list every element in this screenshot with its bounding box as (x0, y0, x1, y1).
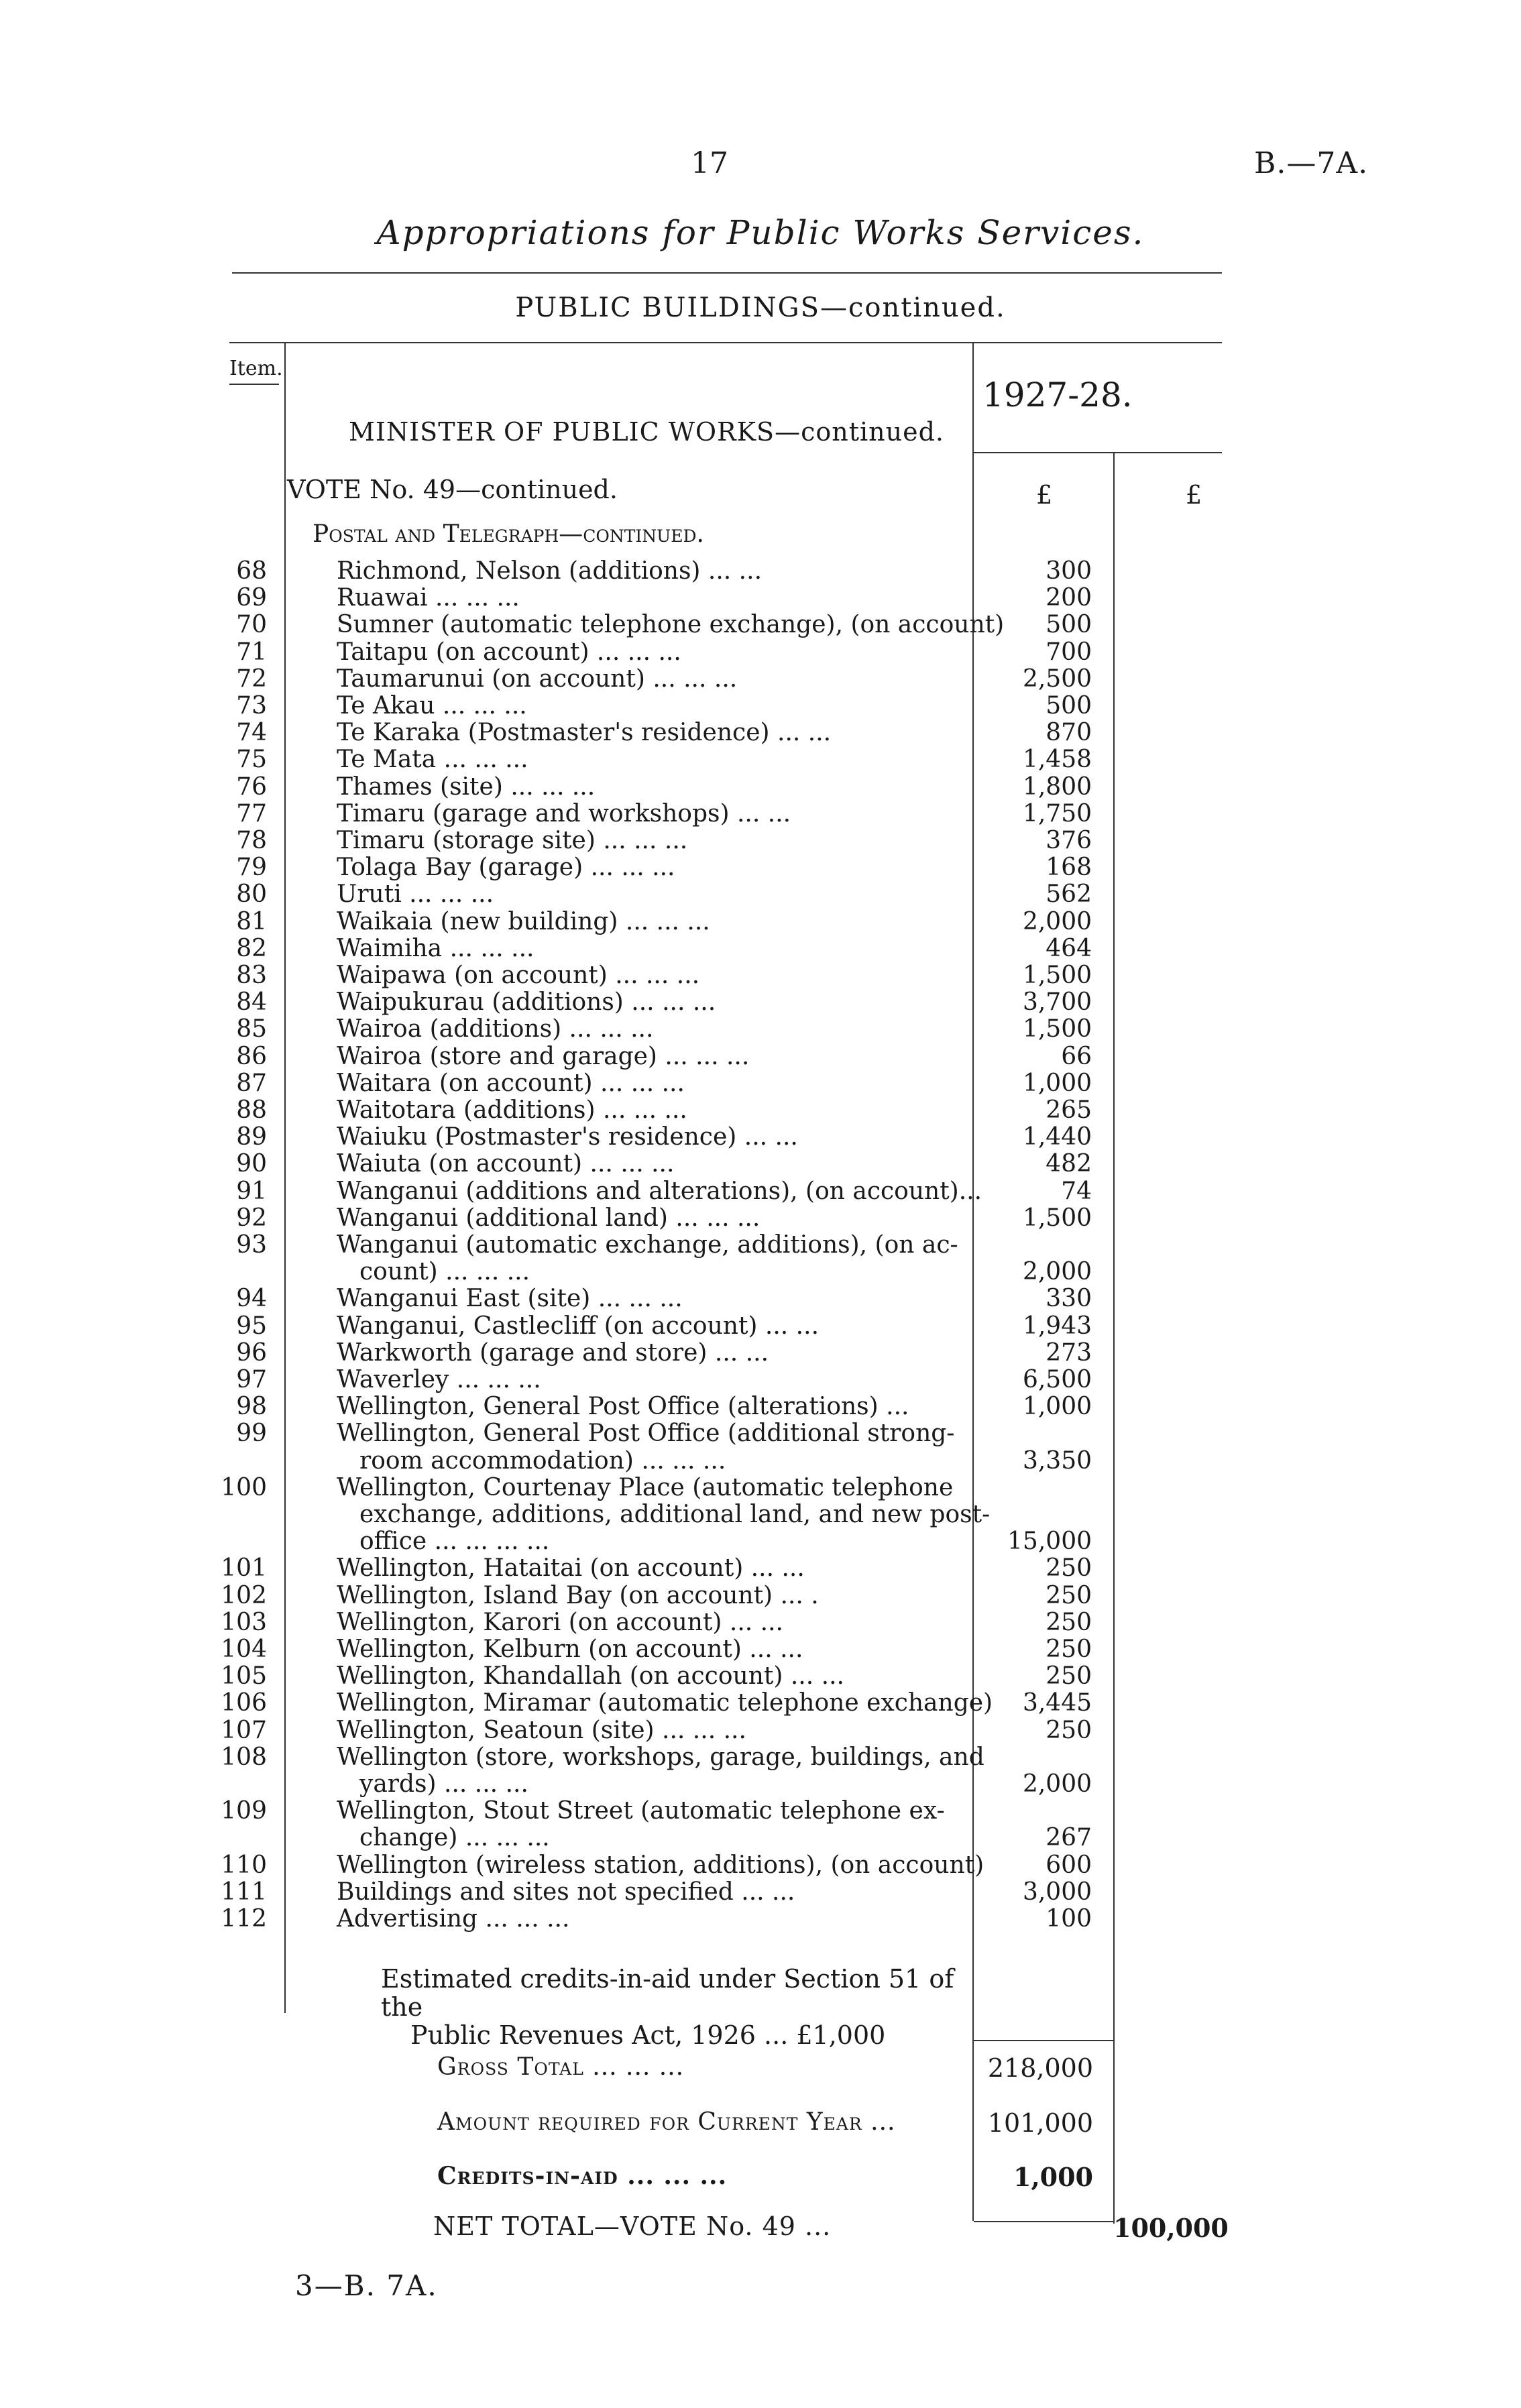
item-amount: 700 (1046, 638, 1092, 666)
item-number: 89 (236, 1123, 267, 1151)
item-number: 90 (236, 1150, 267, 1178)
table-row (0, 746, 1521, 773)
gross-total-value: 218,000 (987, 2053, 1093, 2083)
item-amount: 2,000 (1022, 1258, 1092, 1286)
gross-total-label: Gross Total ... ... ... (437, 2053, 685, 2081)
item-description: Taumarunui (on account) ... ... ... (337, 665, 738, 693)
table-row (0, 666, 1521, 693)
item-description: Waimiha ... ... ... (337, 934, 534, 962)
table-row (0, 881, 1521, 908)
item-number: 108 (221, 1743, 267, 1771)
currency-symbol-col2: £ (1186, 480, 1202, 510)
year-column-header: 1927-28. (982, 376, 1133, 414)
table-row (0, 585, 1521, 612)
item-number: 96 (236, 1338, 267, 1367)
item-description: Waikaia (new building) ... ... ... (337, 907, 710, 935)
item-number: 101 (221, 1554, 267, 1583)
table-row (0, 639, 1521, 666)
item-description: Waiuku (Postmaster's residence) ... ... (337, 1123, 798, 1151)
item-description: Wellington, Hataitai (on account) ... ... (337, 1554, 805, 1583)
item-amount: 273 (1046, 1338, 1092, 1367)
item-description: Te Karaka (Postmaster's residence) ... ... (337, 719, 832, 747)
item-number: 70 (236, 611, 267, 639)
item-amount: 250 (1046, 1636, 1092, 1663)
item-description: Uruti ... ... ... (337, 880, 494, 909)
item-amount: 1,440 (1022, 1123, 1092, 1151)
table-row (0, 1124, 1521, 1151)
item-amount: 267 (1046, 1824, 1092, 1852)
table-row (0, 1690, 1521, 1717)
table-row (0, 1879, 1521, 1906)
table-row (0, 1151, 1521, 1178)
document-reference: B.—7A. (1254, 146, 1369, 180)
item-description: Wanganui East (site) ... ... ... (337, 1285, 683, 1313)
item-number: 110 (221, 1851, 267, 1879)
vote-heading: VOTE No. 49—continued. (287, 475, 618, 504)
item-description: Ruawai ... ... ... (337, 584, 520, 612)
item-number: 99 (236, 1420, 267, 1448)
credits-note-line: Estimated credits-in-aid under Section 51 of the (381, 1964, 954, 2022)
item-description: Wellington, Miramar (automatic telephone exchange) (337, 1689, 993, 1717)
net-total-value: 100,000 (1113, 2213, 1229, 2243)
item-description: Sumner (automatic telephone exchange), (on account) (337, 611, 1005, 639)
item-amount: 250 (1046, 1581, 1092, 1609)
item-description: Warkworth (garage and store) ... ... (337, 1338, 769, 1367)
item-description: Wellington (wireless station, additions), (on account) (337, 1851, 984, 1879)
item-number: 105 (221, 1662, 267, 1690)
table-row (0, 962, 1521, 989)
table-row (0, 1906, 1521, 1933)
item-amount: 3,350 (1022, 1446, 1092, 1475)
item-number: 81 (236, 907, 267, 935)
item-number: 84 (236, 988, 267, 1017)
item-number: 93 (236, 1231, 267, 1259)
item-number: 102 (221, 1581, 267, 1609)
item-description: Waitotara (additions) ... ... ... (337, 1096, 687, 1124)
minister-heading: MINISTER OF PUBLIC WORKS—continued. (349, 417, 944, 447)
table-row (0, 1393, 1521, 1420)
item-amount: 870 (1046, 719, 1092, 747)
item-number: 76 (236, 772, 267, 801)
subhead-postal-telegraph: Postal and Telegraph—continued. (313, 520, 704, 548)
credits-note (381, 1965, 958, 2049)
item-amount: 15,000 (1007, 1528, 1092, 1556)
item-amount: 1,000 (1022, 1069, 1092, 1097)
item-amount: 2,500 (1022, 665, 1092, 693)
item-amount: 74 (1061, 1177, 1092, 1205)
item-description: Timaru (garage and workshops) ... ... (337, 799, 791, 827)
item-description-continuation: office ... ... ... ... (359, 1528, 550, 1556)
item-amount: 66 (1061, 1042, 1092, 1070)
item-description: Waipukurau (additions) ... ... ... (337, 988, 716, 1017)
table-row (0, 1043, 1521, 1070)
item-description: Te Akau ... ... ... (337, 692, 527, 720)
item-amount: 562 (1046, 880, 1092, 909)
item-amount: 464 (1046, 934, 1092, 962)
item-number: 104 (221, 1636, 267, 1663)
net-total-label: NET TOTAL—VOTE No. 49 ... (433, 2212, 832, 2241)
item-number: 80 (236, 880, 267, 909)
table-row (0, 1070, 1521, 1097)
item-number: 79 (236, 854, 267, 882)
item-number: 77 (236, 799, 267, 827)
item-description: Wanganui, Castlecliff (on account) ... ... (337, 1312, 820, 1340)
item-amount: 250 (1046, 1554, 1092, 1583)
table-row (0, 1744, 1521, 1798)
table-row (0, 1205, 1521, 1232)
item-description: Wellington, Karori (on account) ... ... (337, 1608, 783, 1636)
item-description: Wellington, Seatoun (site) ... ... ... (337, 1716, 746, 1744)
item-description: Wellington (store, workshops, garage, buildings, and (337, 1743, 984, 1771)
table-row (0, 854, 1521, 881)
section-title: PUBLIC BUILDINGS—continued. (515, 292, 1006, 323)
table-row (0, 1609, 1521, 1636)
item-column-header: Item. (229, 357, 283, 380)
item-amount: 300 (1046, 557, 1092, 585)
item-amount: 376 (1046, 827, 1092, 854)
table-row (0, 909, 1521, 935)
item-amount: 1,943 (1022, 1312, 1092, 1340)
item-amount: 200 (1046, 584, 1092, 612)
item-amount: 250 (1046, 1716, 1092, 1744)
item-description-continuation: count) ... ... ... (359, 1258, 530, 1286)
item-number: 111 (221, 1878, 267, 1906)
item-number: 98 (236, 1393, 267, 1421)
current-year-value: 101,000 (987, 2108, 1093, 2138)
item-amount: 500 (1046, 611, 1092, 639)
year-header-underline (974, 452, 1222, 453)
table-row (0, 1313, 1521, 1340)
table-row (0, 1178, 1521, 1205)
item-description: Wellington, Island Bay (on account) ... . (337, 1581, 819, 1609)
item-description: Waipawa (on account) ... ... ... (337, 962, 700, 989)
item-amount: 1,500 (1022, 1015, 1092, 1043)
item-number: 78 (236, 827, 267, 854)
item-amount: 265 (1046, 1096, 1092, 1124)
footer-code: 3—B. 7A. (295, 2269, 438, 2302)
table-row (0, 1367, 1521, 1393)
item-description: Wellington, General Post Office (alterations) ... (337, 1393, 909, 1421)
table-row (0, 1097, 1521, 1124)
item-number: 91 (236, 1177, 267, 1205)
page-number: 17 (691, 146, 728, 180)
current-year-label: Amount required for Current Year ... (437, 2108, 896, 2136)
item-description: Wellington, Khandallah (on account) ... ... (337, 1662, 844, 1690)
item-number: 97 (236, 1366, 267, 1393)
table-top-rule (229, 342, 1222, 343)
item-amount: 482 (1046, 1150, 1092, 1178)
credits-in-aid-label: Credits-in-aid ... ... ... (437, 2162, 728, 2190)
item-number: 109 (221, 1797, 267, 1825)
item-number: 86 (236, 1042, 267, 1070)
item-description: Buildings and sites not specified ... ... (337, 1878, 795, 1906)
table-row (0, 612, 1521, 638)
item-number: 88 (236, 1096, 267, 1124)
item-number: 112 (221, 1905, 267, 1933)
item-number: 69 (236, 584, 267, 612)
item-description-continuation: room accommodation) ... ... ... (359, 1446, 726, 1475)
item-description: Wellington, Kelburn (on account) ... ... (337, 1636, 803, 1663)
table-row (0, 827, 1521, 854)
item-description: Taitapu (on account) ... ... ... (337, 638, 681, 666)
top-rule (232, 272, 1222, 274)
item-amount: 100 (1046, 1905, 1092, 1933)
net-total-rule (974, 2221, 1113, 2222)
item-amount: 2,000 (1022, 907, 1092, 935)
currency-symbol-col1: £ (1036, 480, 1053, 510)
item-description: Wairoa (additions) ... ... ... (337, 1015, 654, 1043)
table-row (0, 1475, 1521, 1556)
item-description: Waiuta (on account) ... ... ... (337, 1150, 675, 1178)
item-amount: 1,000 (1022, 1393, 1092, 1421)
item-description: Wellington, Courtenay Place (automatic telephone (337, 1473, 954, 1501)
item-amount: 500 (1046, 692, 1092, 720)
table-row (0, 1016, 1521, 1043)
item-number: 94 (236, 1285, 267, 1313)
item-number: 75 (236, 746, 267, 774)
item-description: Wanganui (automatic exchange, additions), (on ac- (337, 1231, 958, 1259)
item-number: 82 (236, 934, 267, 962)
item-amount: 1,500 (1022, 1204, 1092, 1232)
gross-total-top-rule (974, 2040, 1113, 2041)
item-amount: 2,000 (1022, 1770, 1092, 1798)
item-number: 100 (221, 1473, 267, 1501)
table-row (0, 1852, 1521, 1879)
item-description-continuation: change) ... ... ... (359, 1824, 550, 1852)
item-description: Thames (site) ... ... ... (337, 772, 596, 801)
item-number: 85 (236, 1015, 267, 1043)
item-amount: 1,500 (1022, 962, 1092, 989)
item-amount: 1,458 (1022, 746, 1092, 774)
table-row (0, 1340, 1521, 1367)
table-row (0, 1663, 1521, 1690)
table-row (0, 1583, 1521, 1609)
table-row (0, 1636, 1521, 1663)
item-number: 95 (236, 1312, 267, 1340)
table-row (0, 1420, 1521, 1474)
table-row (0, 558, 1521, 585)
credits-note-line: Public Revenues Act, 1926 ... £1,000 (410, 2020, 886, 2050)
item-amount: 168 (1046, 854, 1092, 882)
item-description-continuation: yards) ... ... ... (359, 1770, 528, 1798)
item-amount: 1,800 (1022, 772, 1092, 801)
item-description: Waverley ... ... ... (337, 1366, 541, 1393)
item-description: Richmond, Nelson (additions) ... ... (337, 557, 763, 585)
item-description: Timaru (storage site) ... ... ... (337, 827, 688, 854)
item-description: Te Mata ... ... ... (337, 746, 528, 774)
item-description: Advertising ... ... ... (337, 1905, 570, 1933)
item-number: 72 (236, 665, 267, 693)
item-description: Wellington, General Post Office (additional strong- (337, 1420, 955, 1448)
item-amount: 250 (1046, 1662, 1092, 1690)
item-number: 107 (221, 1716, 267, 1744)
item-amount: 3,700 (1022, 988, 1092, 1017)
item-description: Wellington, Stout Street (automatic telephone ex- (337, 1797, 945, 1825)
table-row (0, 1285, 1521, 1312)
item-amount: 1,750 (1022, 799, 1092, 827)
item-number: 74 (236, 719, 267, 747)
item-number: 83 (236, 962, 267, 989)
page-title: Appropriations for Public Works Services. (376, 213, 1145, 252)
item-number: 87 (236, 1069, 267, 1097)
item-number: 106 (221, 1689, 267, 1717)
table-row (0, 1717, 1521, 1744)
table-row (0, 774, 1521, 801)
item-description: Wanganui (additional land) ... ... ... (337, 1204, 760, 1232)
table-row (0, 1798, 1521, 1851)
item-amount: 600 (1046, 1851, 1092, 1879)
item-number: 71 (236, 638, 267, 666)
table-row (0, 989, 1521, 1016)
table-row (0, 935, 1521, 962)
item-number: 68 (236, 557, 267, 585)
credits-in-aid-value: 1,000 (1013, 2162, 1093, 2192)
item-header-underline (229, 384, 279, 385)
item-amount: 6,500 (1022, 1366, 1092, 1393)
item-description: Wairoa (store and garage) ... ... ... (337, 1042, 750, 1070)
item-number: 103 (221, 1608, 267, 1636)
item-amount: 3,445 (1022, 1689, 1092, 1717)
item-amount: 330 (1046, 1285, 1092, 1313)
item-number: 73 (236, 692, 267, 720)
table-row (0, 1555, 1521, 1582)
item-description-continuation: exchange, additions, additional land, and new post- (359, 1500, 991, 1528)
table-row (0, 801, 1521, 827)
item-description: Wanganui (additions and alterations), (on account)... (337, 1177, 982, 1205)
table-row (0, 693, 1521, 720)
item-description: Tolaga Bay (garage) ... ... ... (337, 854, 675, 882)
table-row (0, 720, 1521, 746)
item-description: Waitara (on account) ... ... ... (337, 1069, 685, 1097)
item-amount: 3,000 (1022, 1878, 1092, 1906)
table-row (0, 1232, 1521, 1285)
item-number: 92 (236, 1204, 267, 1232)
item-amount: 250 (1046, 1608, 1092, 1636)
